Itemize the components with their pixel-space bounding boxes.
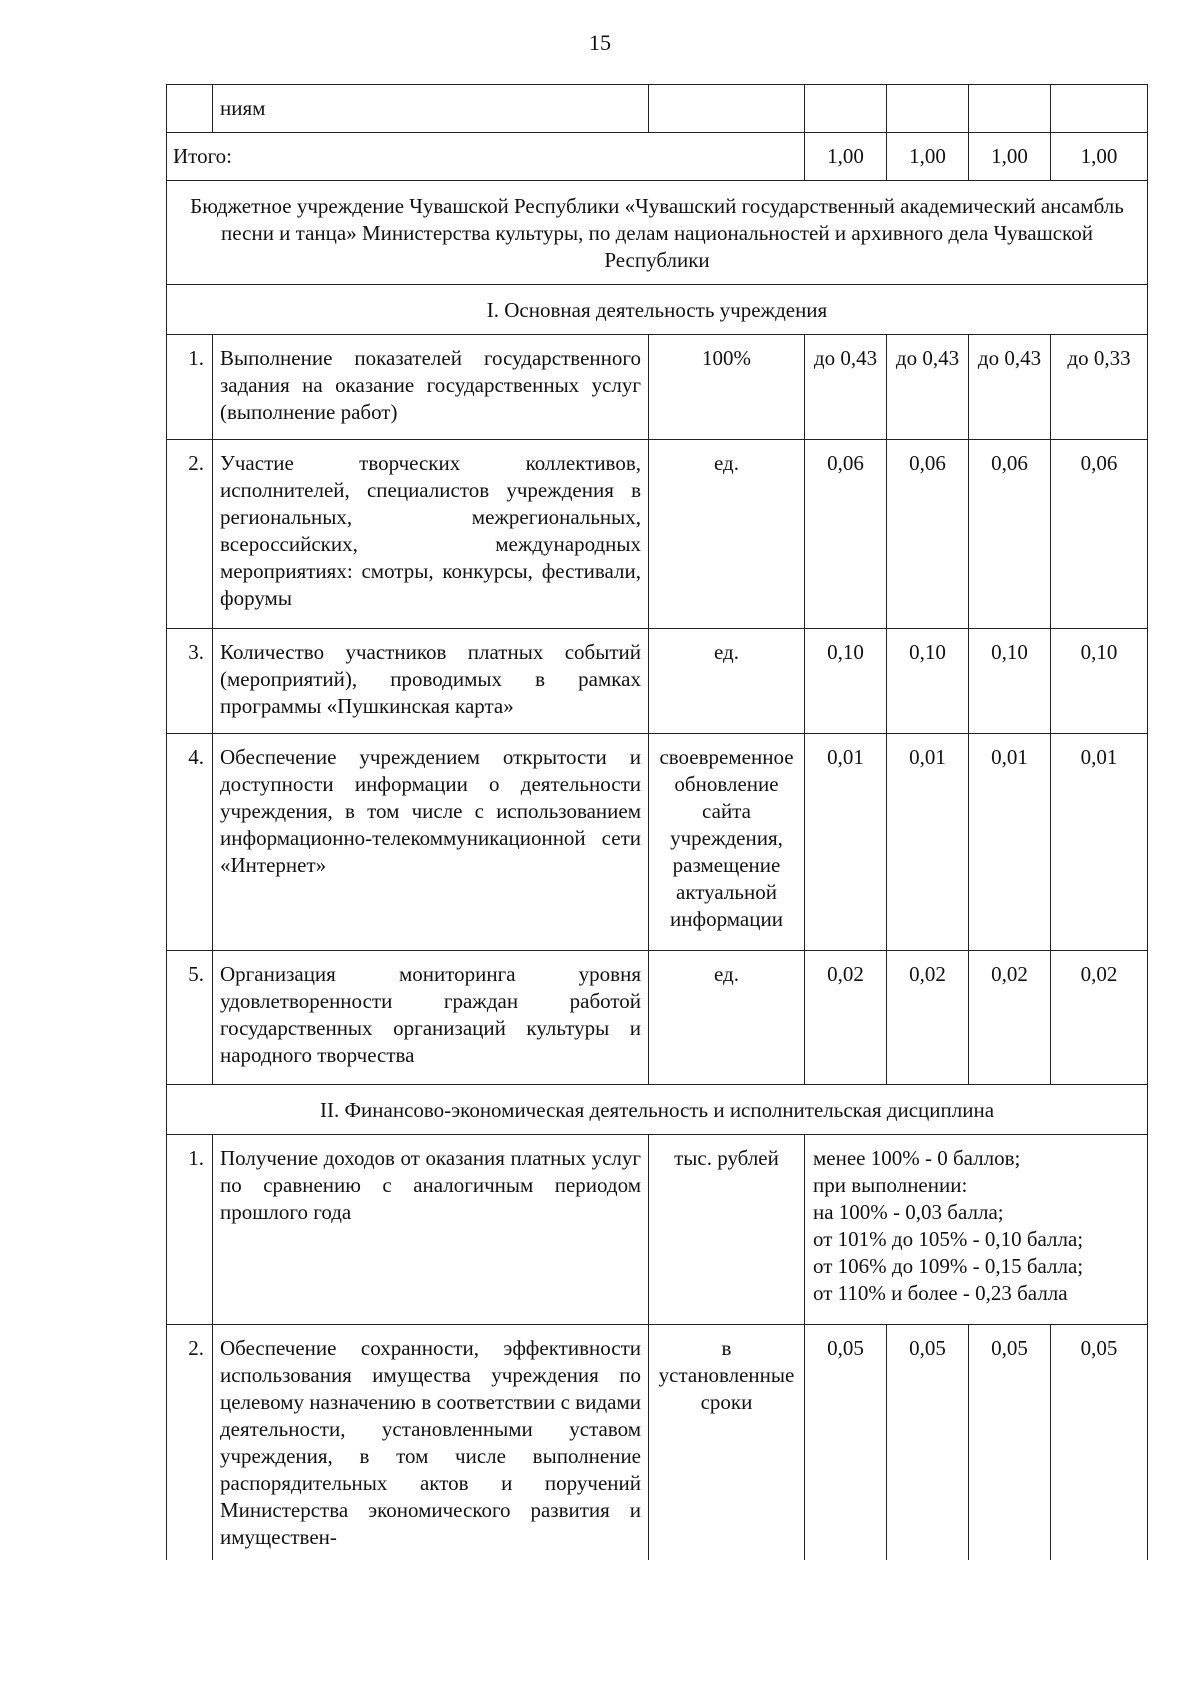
section-title: I. Основная деятельность учреждения — [167, 285, 1148, 335]
row-name: ниям — [213, 85, 649, 133]
row-value: 0,05 — [1051, 1325, 1148, 1561]
continuation-row — [167, 85, 1148, 133]
organization-title: Бюджетное учреждение Чувашской Республики «Чувашский государственный академический ансамбль песни и танца» Министерства культуры, по делам национальностей и архивного дела Чувашской Республики — [167, 181, 1148, 285]
row-value: до 0,43 — [805, 335, 887, 440]
row-value: 0,01 — [969, 734, 1051, 951]
row-value: 0,01 — [805, 734, 887, 951]
criteria-line: на 100% - 0,03 балла; — [813, 1200, 1004, 1224]
total-row — [167, 133, 1148, 181]
row-value: до 0,33 — [1051, 335, 1148, 440]
organization-row — [167, 181, 1148, 285]
scoring-criteria — [805, 1135, 1148, 1325]
row-number: 4. — [167, 734, 213, 951]
row-value: 0,02 — [887, 951, 969, 1085]
row-unit: ед. — [649, 951, 805, 1085]
criteria-line: от 110% и более - 0,23 балла — [813, 1281, 1068, 1305]
row-name: Организация мониторинга уровня удовлетворенности граждан работой государственных организаций культуры и народного творчества — [213, 951, 649, 1085]
total-value: 1,00 — [1051, 133, 1148, 181]
row-value: 0,01 — [887, 734, 969, 951]
row-unit: своевременное обновление сайта учреждения, размещение актуальной информации — [649, 734, 805, 951]
criteria-line: от 106% до 109% - 0,15 балла; — [813, 1254, 1084, 1278]
table-row — [167, 335, 1148, 440]
total-label: Итого: — [167, 133, 805, 181]
row-name: Обеспечение учреждением открытости и доступности информации о деятельности учреждения, в том числе с использованием информационно-телекоммуникационной сети «Интернет» — [213, 734, 649, 951]
row-number: 5. — [167, 951, 213, 1085]
row-number: 2. — [167, 440, 213, 629]
table-row — [167, 629, 1148, 734]
row-value: 0,01 — [1051, 734, 1148, 951]
row-number: 1. — [167, 335, 213, 440]
table-row — [167, 734, 1148, 951]
total-value: 1,00 — [805, 133, 887, 181]
table-row — [167, 1135, 1148, 1325]
row-name: Получение доходов от оказания платных услуг по сравнению с аналогичным периодом прошлого года — [213, 1135, 649, 1325]
row-value: 0,10 — [1051, 629, 1148, 734]
row-name: Обеспечение сохранности, эффективности использования имущества учреждения по целевому назначению в соответствии с видами деятельности, установленными уставом учреждения, в том числе выполнение распорядительных актов и поручений Министерства экономического развития и имуществен- — [213, 1325, 649, 1561]
row-value: 0,05 — [887, 1325, 969, 1561]
row-value: 0,06 — [887, 440, 969, 629]
criteria-line: при выполнении: — [813, 1173, 968, 1197]
row-number: 1. — [167, 1135, 213, 1325]
row-number: 2. — [167, 1325, 213, 1561]
row-value: 0,10 — [887, 629, 969, 734]
table-row — [167, 440, 1148, 629]
section-header — [167, 1085, 1148, 1135]
row-value: 0,05 — [805, 1325, 887, 1561]
row-unit: 100% — [649, 335, 805, 440]
row-value: 0,06 — [969, 440, 1051, 629]
criteria-line: менее 100% - 0 баллов; — [813, 1146, 1021, 1170]
row-value: 0,02 — [969, 951, 1051, 1085]
row-value: 0,05 — [969, 1325, 1051, 1561]
row-number: 3. — [167, 629, 213, 734]
table-row — [167, 951, 1148, 1085]
section-header — [167, 285, 1148, 335]
row-name: Количество участников платных событий (мероприятий), проводимых в рамках программы «Пушкинская карта» — [213, 629, 649, 734]
row-name: Выполнение показателей государственного задания на оказание государственных услуг (выполнение работ) — [213, 335, 649, 440]
table-row — [167, 1325, 1148, 1561]
row-value: 0,06 — [1051, 440, 1148, 629]
criteria-table — [166, 84, 1148, 1560]
row-unit: тыс. рублей — [649, 1135, 805, 1325]
row-value: до 0,43 — [969, 335, 1051, 440]
row-unit: в установленные сроки — [649, 1325, 805, 1561]
row-value: 0,02 — [1051, 951, 1148, 1085]
section-title: II. Финансово-экономическая деятельность и исполнительская дисциплина — [167, 1085, 1148, 1135]
row-value: 0,10 — [969, 629, 1051, 734]
row-value: 0,02 — [805, 951, 887, 1085]
row-value: до 0,43 — [887, 335, 969, 440]
row-value: 0,06 — [805, 440, 887, 629]
criteria-line: от 101% до 105% - 0,10 балла; — [813, 1227, 1084, 1251]
page-number: 15 — [589, 30, 611, 55]
row-unit: ед. — [649, 629, 805, 734]
total-value: 1,00 — [969, 133, 1051, 181]
row-value: 0,10 — [805, 629, 887, 734]
total-value: 1,00 — [887, 133, 969, 181]
row-unit: ед. — [649, 440, 805, 629]
row-name: Участие творческих коллективов, исполнителей, специалистов учреждения в региональных, межрегиональных, всероссийских, международных мероприятиях: смотры, конкурсы, фестивали, форумы — [213, 440, 649, 629]
